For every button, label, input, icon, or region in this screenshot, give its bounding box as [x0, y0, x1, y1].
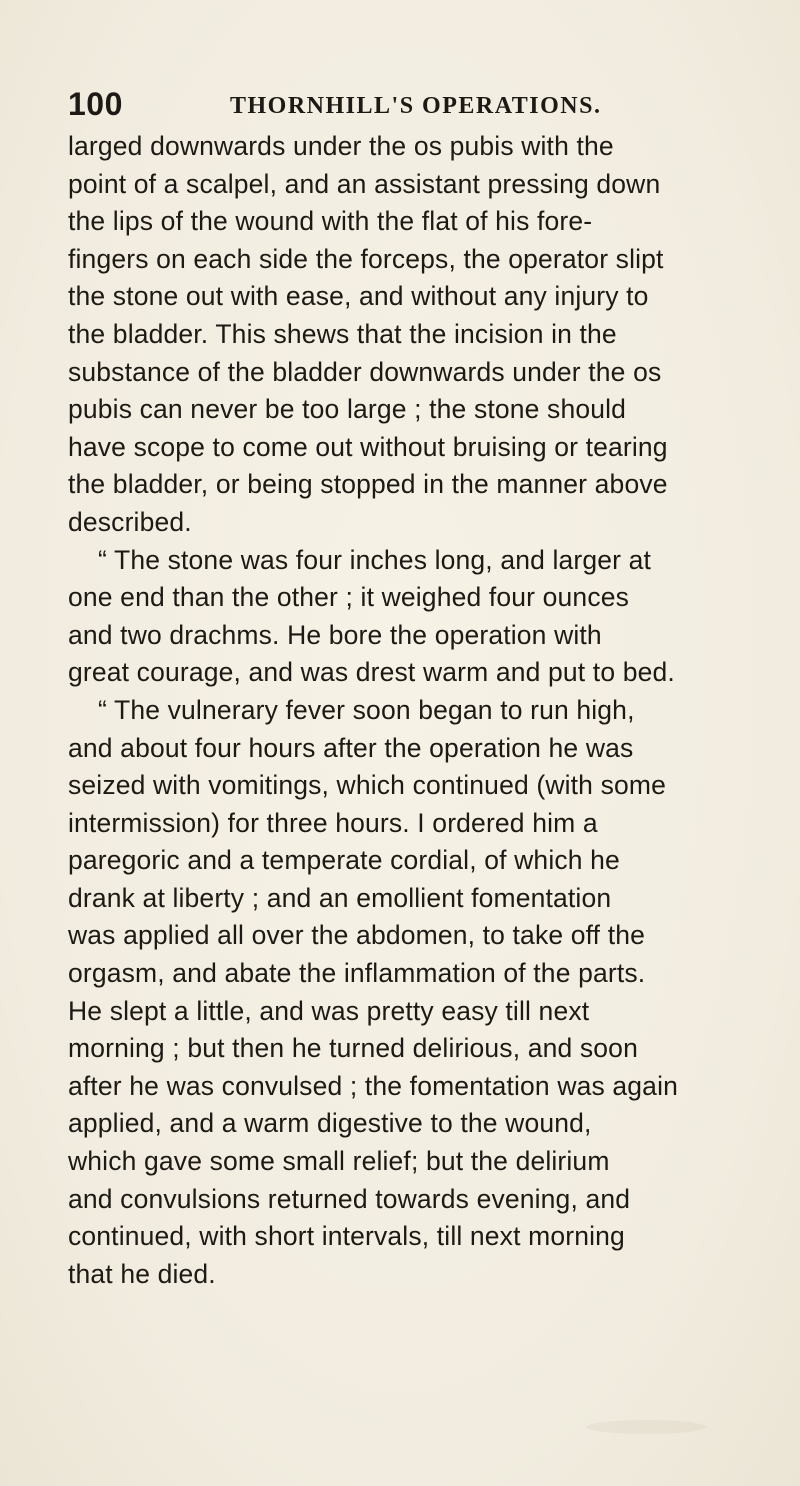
text-line: and about four hours after the operation he was	[68, 732, 634, 763]
text-line: the bladder, or being stopped in the manner above	[68, 469, 668, 500]
text-line: larged downwards under the os pubis with the	[68, 131, 614, 161]
text-line: substance of the bladder downwards under the os	[68, 356, 662, 387]
text-line: pubis can never be too large ; the stone should	[68, 394, 627, 425]
text-line: which gave some small relief; but the delirium	[68, 1146, 610, 1177]
text-line: have scope to come out without bruising or tearing	[68, 431, 668, 462]
text-line: point of a scalpel, and an assistant pressing down	[68, 168, 661, 199]
paper-stain	[586, 1420, 706, 1434]
text-line: drank at liberty ; and an emollient fomentation	[68, 882, 612, 913]
text-line: paregoric and a temperate cordial, of which he	[68, 845, 620, 876]
text-line: one end than the other ; it weighed four ounces	[68, 582, 630, 613]
text-line: the bladder. This shews that the incision in the	[68, 318, 617, 349]
text-line: that he died.	[68, 1258, 216, 1289]
running-head	[68, 84, 708, 124]
text-line: continued, with short intervals, till next morning	[68, 1221, 625, 1252]
text-line: was applied all over the abdomen, to take off the	[68, 920, 645, 951]
running-title: THORNHILL'S OPERATIONS.	[230, 93, 602, 119]
text-line: after he was convulsed ; the fomentation was again	[68, 1070, 678, 1101]
paragraph-start-line: “ The stone was four inches long, and larger at	[98, 544, 652, 575]
page-number: 100	[68, 86, 123, 122]
text-line: seized with vomitings, which continued (with some	[68, 770, 666, 801]
text-line: intermission) for three hours. I ordered him a	[68, 807, 598, 838]
text-line: described.	[68, 506, 192, 537]
text-line: the lips of the wound with the flat of his fore-	[68, 206, 593, 237]
text-line: morning ; but then he turned delirious, and soon	[68, 1033, 638, 1064]
text-line: applied, and a warm digestive to the wound,	[68, 1108, 592, 1139]
paragraph-start-line: “ The vulnerary fever soon began to run high,	[98, 694, 635, 725]
text-line: and convulsions returned towards evening, and	[68, 1183, 631, 1214]
text-line: fingers on each side the forceps, the operator slipt	[68, 243, 664, 274]
text-line: the stone out with ease, and without any injury to	[68, 281, 649, 312]
text-line: great courage, and was drest warm and put to bed.	[68, 657, 675, 688]
body-text	[68, 128, 728, 1293]
text-line: He slept a little, and was pretty easy till next	[68, 995, 590, 1026]
text-line: orgasm, and abate the inflammation of the parts.	[68, 958, 646, 989]
text-line: and two drachms. He bore the operation with	[68, 619, 602, 650]
